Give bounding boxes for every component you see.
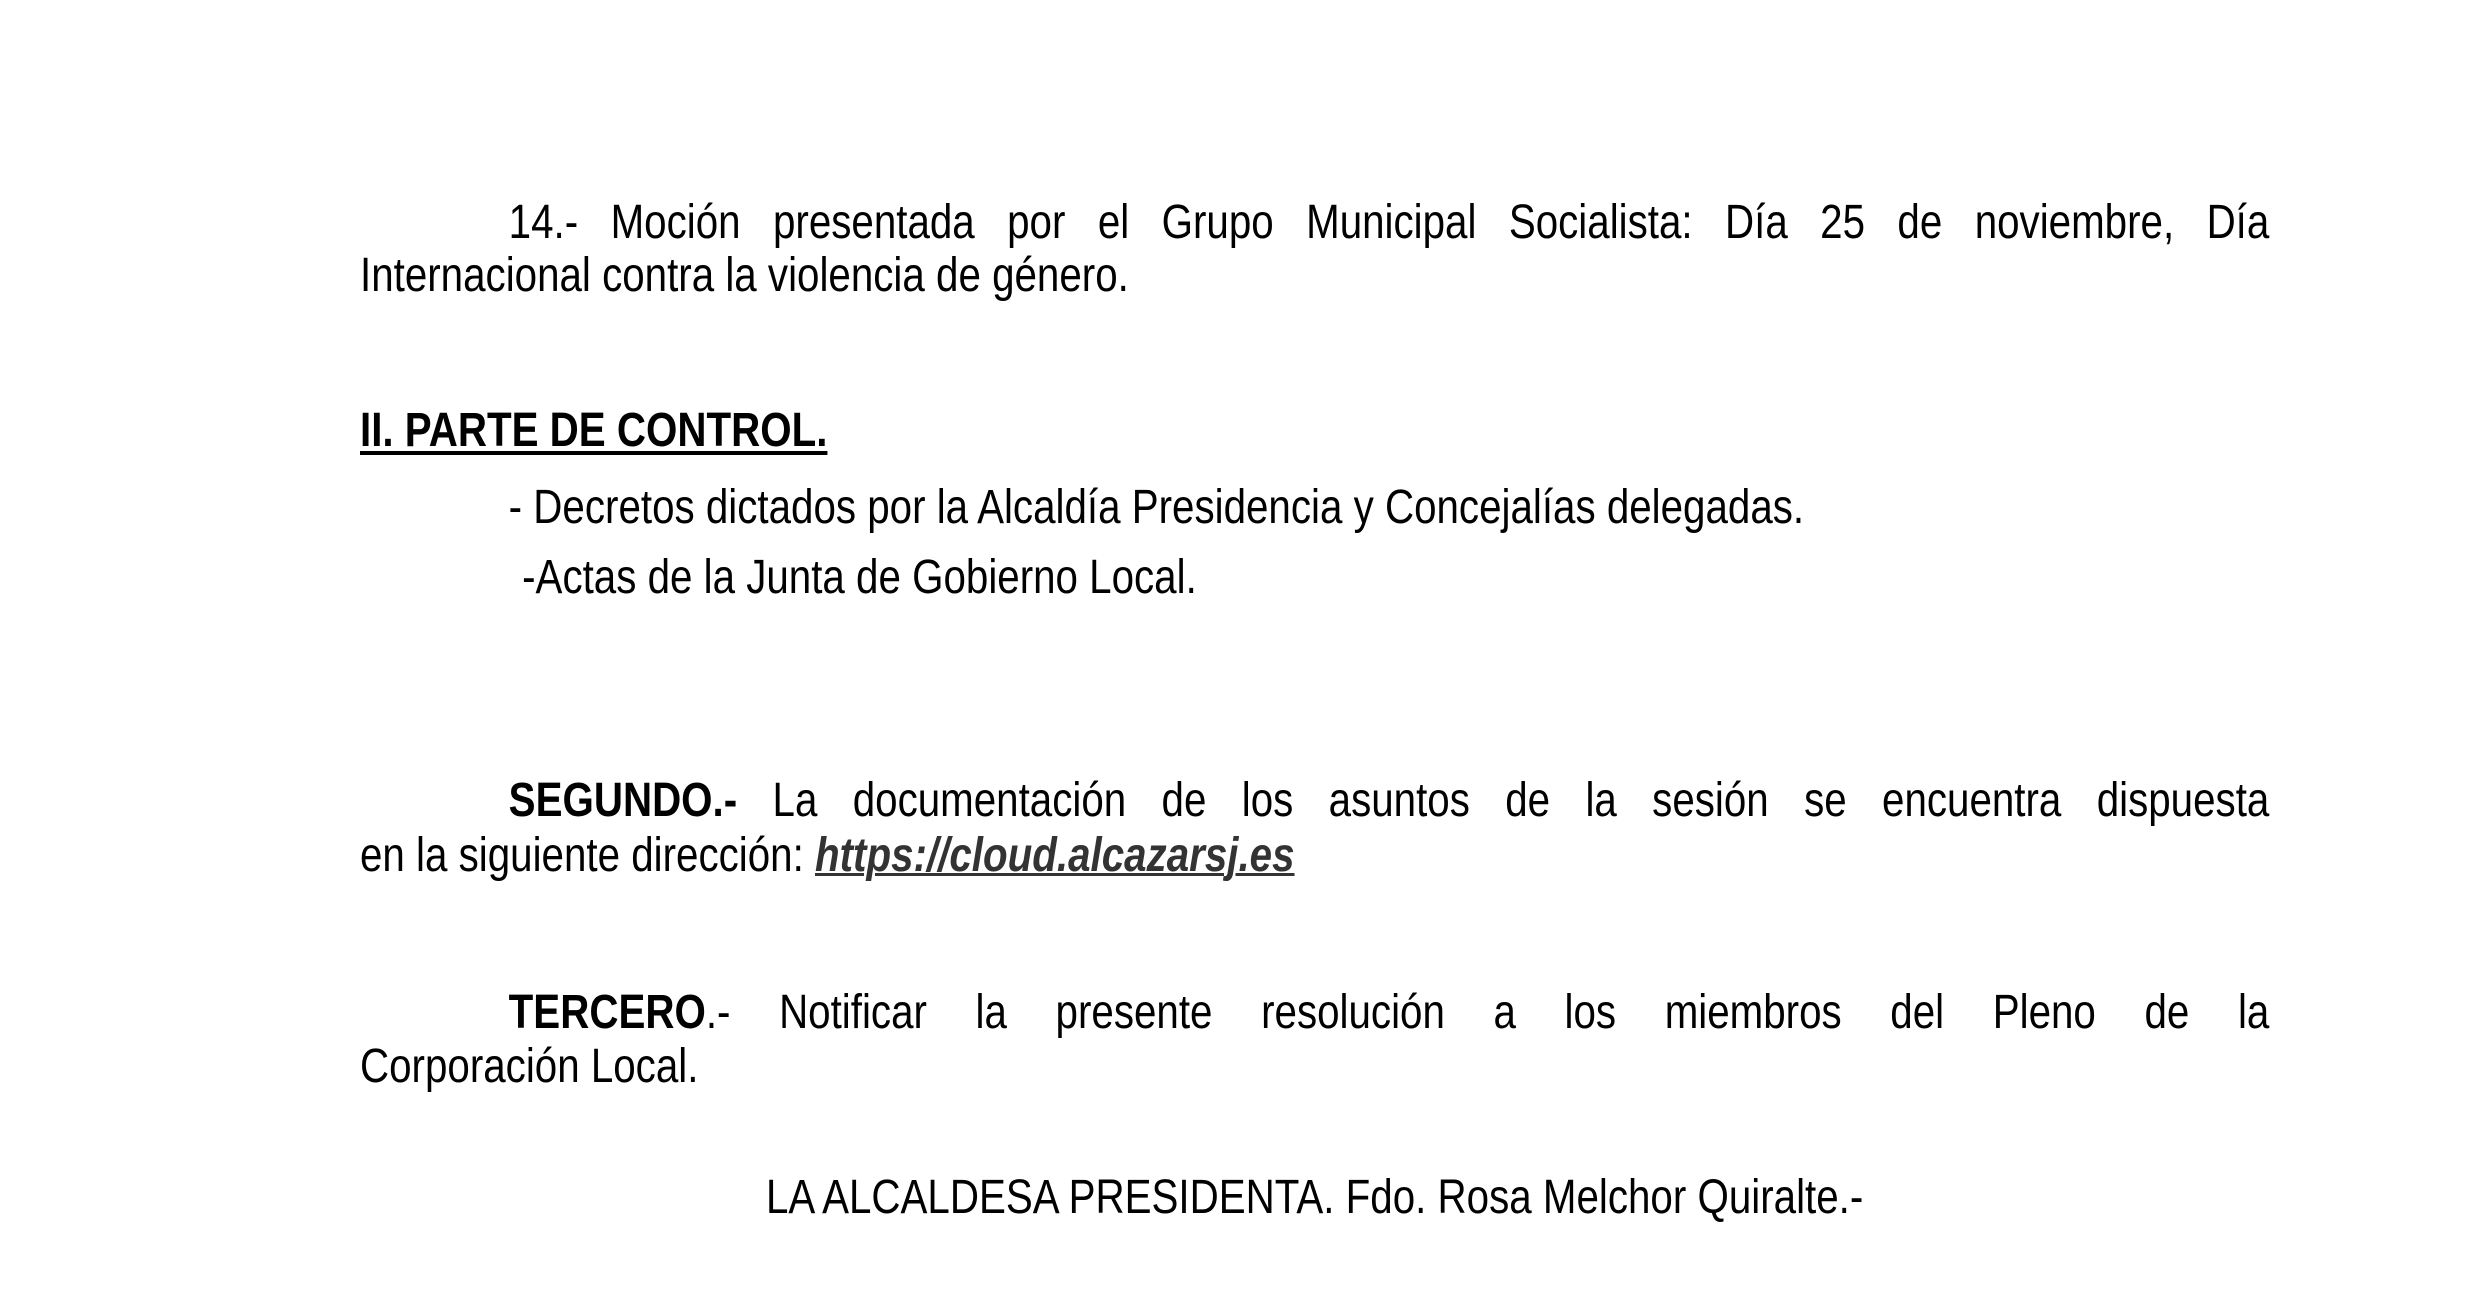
tercero-line-2: Corporación Local. [360, 1040, 699, 1093]
item-14-line-2: Internacional contra la violencia de género. [360, 249, 1129, 302]
segundo-text: La documentación de los asuntos de la sesión se encuentra dispuesta [772, 774, 2270, 827]
control-item-decretos: - Decretos dictados por la Alcaldía Presidencia y Concejalías delegadas. [508, 481, 1805, 534]
tercero-line-1 [360, 986, 2269, 1040]
segundo-text-2: en la siguiente dirección: [360, 829, 804, 882]
control-heading: II. PARTE DE CONTROL. [360, 404, 828, 457]
segundo-label: SEGUNDO.- [508, 774, 738, 827]
tercero-text: .- Notificar la presente resolución a los miembros del Pleno de la [705, 986, 2270, 1039]
cloud-link[interactable]: https://cloud.alcazarsj.es [815, 829, 1295, 882]
control-item-actas: -Actas de la Junta de Gobierno Local. [522, 551, 1197, 604]
item-14-line-1: 14.- Moción presentada por el Grupo Municipal Socialista: Día 25 de noviembre, Día [508, 196, 2270, 249]
document-page [360, 0, 2269, 1313]
segundo-line-2 [360, 829, 2269, 883]
tercero-label: TERCERO [508, 986, 706, 1039]
signature: LA ALCALDESA PRESIDENTA. Fdo. Rosa Melchor Quiralte.- [766, 1171, 1864, 1224]
section-heading [360, 404, 2269, 458]
segundo-line-1 [360, 774, 2269, 828]
